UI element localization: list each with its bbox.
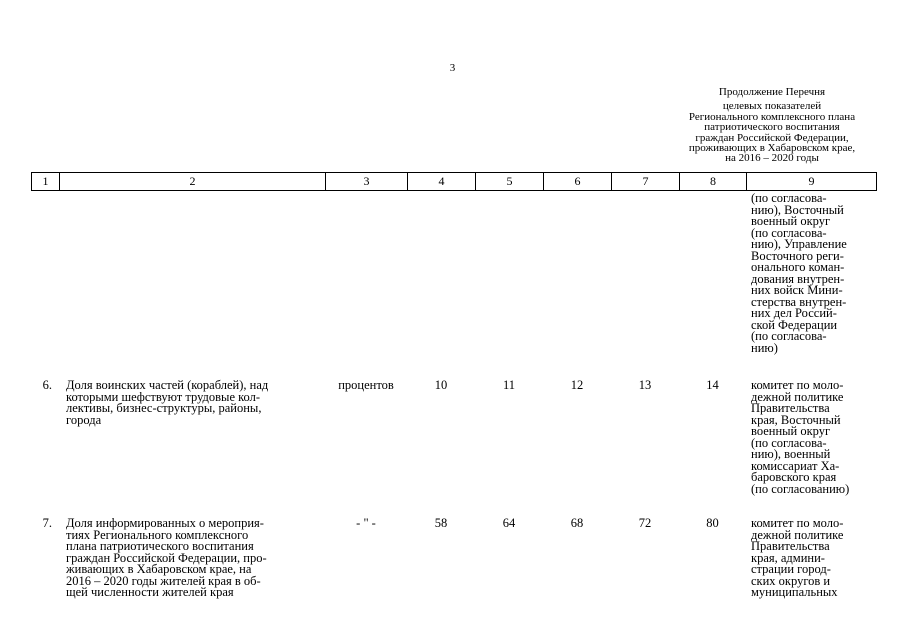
- value-2017: 64: [502, 516, 516, 530]
- value-2020: 80: [706, 516, 719, 530]
- responsible-cell: комитет по моло- дежной политике Правительства края, Восточный военный округ (по согласова- нию), военный комиссариат Ха- баровского края (по согласованию): [751, 378, 850, 496]
- header-col-8: 8: [679, 173, 746, 190]
- header-col-7: 7: [611, 173, 679, 190]
- heading-line: целевых показателей: [722, 100, 822, 113]
- value-2019: 72: [638, 516, 652, 530]
- table-header-row: [31, 172, 877, 191]
- heading-line: Регионального комплексного плана: [688, 110, 856, 123]
- unit-cell: процентов: [338, 378, 394, 392]
- indicator-name: Доля информированных о мероприя- тиях Регионального комплексного плана патриотического воспитания граждан Российской Федерации, про- живающих в Хабаровском крае, на 2016 – 2020 годы жителей края в об- щей численности жителей края: [66, 516, 267, 599]
- header-col-2: 2: [59, 173, 325, 190]
- value-2020: 14: [706, 378, 719, 392]
- unit-cell: - " -: [356, 516, 376, 530]
- document-heading: [668, 87, 876, 164]
- heading-line: граждан Российской Федерации,: [695, 131, 849, 144]
- header-col-9: 9: [746, 173, 877, 190]
- value-2018: 68: [570, 516, 584, 530]
- header-col-4: 4: [407, 173, 475, 190]
- value-2016: 10: [434, 378, 448, 392]
- value-2017: 11: [502, 378, 516, 392]
- header-col-1: 1: [31, 173, 59, 190]
- heading-line: проживающих в Хабаровском крае,: [688, 142, 856, 155]
- heading-line: на 2016 – 2020 годы: [725, 152, 819, 165]
- row-number: 7.: [42, 516, 52, 530]
- header-col-5: 5: [475, 173, 543, 190]
- heading-title: Продолжение Перечня: [718, 86, 826, 98]
- value-2018: 12: [570, 378, 584, 392]
- heading-line: патриотического воспитания: [704, 121, 840, 134]
- responsible-continuation: (по согласова- нию), Восточный военный округ (по согласова- нию), Управление Восточного реги- онального коман- дования внутрен- них войск Мини- стерства внутрен- них дел Россий- ской Федерации (по согласова- нию): [751, 191, 847, 355]
- value-2019: 13: [638, 378, 652, 392]
- header-col-6: 6: [543, 173, 611, 190]
- page-number: 3: [449, 62, 456, 74]
- indicator-name: Доля воинских частей (кораблей), над которыми шефствуют трудовые кол- лективы, бизнес-структуры, районы, города: [66, 378, 269, 427]
- row-number: 6.: [42, 378, 52, 392]
- header-col-3: 3: [325, 173, 407, 190]
- responsible-cell: комитет по моло- дежной политике Правительства края, админи- страции город- ских округов и муниципальных: [751, 516, 844, 599]
- value-2016: 58: [434, 516, 448, 530]
